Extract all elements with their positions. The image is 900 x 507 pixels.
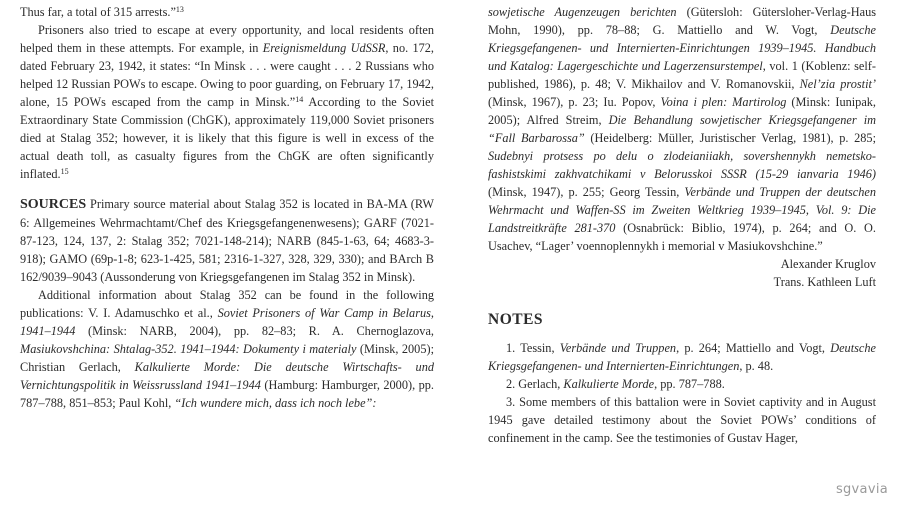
paragraph-arrests bbox=[20, 3, 434, 21]
text: Primary source material about Stalag 352 is located in BA-MA (RW 6: Allgemeines Wehrmachtamt/Chef des Kriegsgefangenenwesens); GARF (7021-87-123, 124, 137, 2: Stalag 352; 7021-148-214); NARB (845-1-63, 64; 4683-3-918); GAMO (69p-1-8; 623-1-425, 581; 2316-1-327, 328, 329, 330); and BArch B 162/9039–9043 (Aussonderung von Kriegsgefangenen im Stalag 352 in Minsk). bbox=[20, 197, 434, 284]
translator-name: Trans. Kathleen Luft bbox=[773, 275, 876, 289]
footnote-ref: 13 bbox=[175, 5, 184, 14]
note-1 bbox=[488, 339, 876, 375]
left-column bbox=[20, 3, 434, 412]
text: (Minsk: NARB, 2004), pp. 82–83; R. A. Chernoglazova, bbox=[75, 324, 434, 338]
sources-heading: SOURCES bbox=[20, 197, 87, 212]
paragraph-escapes bbox=[20, 21, 434, 183]
text-italic: Deutsche Kriegsgefangenen- und Internierten-Einrichtungen bbox=[488, 341, 876, 373]
text: (Minsk, 1967), p. 23; Iu. Popov, bbox=[488, 95, 661, 109]
text: , p. 48. bbox=[739, 359, 774, 373]
note-2 bbox=[488, 375, 876, 393]
footnote-ref: 15 bbox=[60, 167, 69, 176]
text-italic: Ereignismeldung UdSSR bbox=[262, 41, 386, 55]
paragraph-sources bbox=[20, 195, 434, 286]
text: (Minsk, 2005); Christian Gerlach, bbox=[20, 342, 434, 374]
text: 1. Tessin, bbox=[506, 341, 560, 355]
text: According to the Soviet Extraordinary State Commission (ChGK), approximately 119,000 Soviet prisoners died at Stalag 352; however, it is likely that this figure is well in excess of the actual death toll, as casualty figures from the ChGK are often significantly inflated. bbox=[20, 95, 434, 181]
author-name: Alexander Kruglov bbox=[780, 257, 876, 271]
paragraph-additional bbox=[20, 286, 434, 412]
right-column bbox=[488, 3, 876, 447]
text: , vol. 1 (Koblenz: self-published, 1986), p. 48; V. Mikhailov and V. Romanovskii, bbox=[488, 59, 876, 91]
paragraph-bibliography bbox=[488, 3, 876, 255]
text-italic: Deutsche Kriegsgefangenen- und Internierten-Einrichtungen 1939–1945. Handbuch und Katalog: Lagergeschichte und Lagerzensurstempel bbox=[488, 23, 876, 73]
text-italic: Verbände und Truppen der deutschen Wehrmacht und Waffen-SS im Zweiten Weltkrieg 1939–1945, Vol. 9: Die Landstreitkräfte 281-370 bbox=[488, 185, 876, 235]
note-3: 3. Some members of this battalion were in Soviet captivity and in August 1945 gave detailed testimony about the Soviet POWs’ conditions of confinement in the camp. See the testimonies of Gustav Hager, bbox=[488, 395, 876, 445]
text: Thus far, a total of 315 arrests.” bbox=[20, 5, 176, 19]
text: (Minsk, 1947), p. 255; Georg Tessin, bbox=[488, 185, 685, 199]
text-italic: Sudebnyi protsess po delu o zlodeianiiakh, sovershennykh nemetsko-fashistskimi zakhvatchikami v Belorusskoi SSSR (15-29 ianvaria 1946) bbox=[488, 149, 876, 181]
text: (Hamburg: Hamburger, 2000), pp. 787–788, 851–853; Paul Kohl, bbox=[20, 378, 434, 410]
text-italic: Nel’zia prostit’ bbox=[799, 77, 877, 91]
text: Additional information about Stalag 352 can be found in the following publications: V. I. Adamuschko et al., bbox=[20, 288, 434, 320]
text: (Heidelberg: Müller, Juristischer Verlag, 1981), p. 285; bbox=[584, 131, 876, 145]
text-italic: Die Behandlung sowjetischer Kriegsgefangener im “Fall Barbarossa” bbox=[488, 113, 876, 145]
text-italic: sowjetische Augenzeugen berichten bbox=[488, 5, 677, 19]
notes-heading: NOTES bbox=[488, 311, 544, 328]
text: (Gütersloh: Gütersloher-Verlag-Haus Mohn, 1990), pp. 78–88; G. Mattiello and W. Vogt, bbox=[488, 5, 877, 37]
text-italic: Verbände und Truppen bbox=[559, 341, 677, 355]
watermark: sgvavia bbox=[835, 482, 888, 497]
text-italic: Voina i plen: Martirolog bbox=[660, 95, 787, 109]
text-italic: “Ich wundere mich, dass ich noch lebe”: bbox=[174, 396, 377, 410]
footnote-ref: 14 bbox=[295, 95, 304, 104]
text: (Osnabrück: Biblio, 1974), p. 264; and O. O. Usachev, “Lager’ voennoplennykh i memorial v Masiukovshchine.” bbox=[488, 221, 876, 253]
text: 2. Gerlach, bbox=[506, 377, 564, 391]
text-italic: Soviet Prisoners of War Camp in Belarus, 1941–1944 bbox=[20, 306, 434, 338]
text-italic: Kalkulierte Morde: Die deutsche Wirtschafts- und Vernichtungspolitik in Weissrussland 1941–1944 bbox=[20, 360, 434, 392]
text: , pp. 787–788. bbox=[654, 377, 725, 391]
text: Prisoners also tried to escape at every opportunity, and local residents often helped them in these attempts. For example, in bbox=[20, 23, 434, 55]
text: , p. 264; Mattiello and Vogt, bbox=[676, 341, 831, 355]
text: (Minsk: Iunipak, 2005); Alfred Streim, bbox=[488, 95, 877, 127]
text-italic: Masiukovshchina: Shtalag-352. 1941–1944: Dokumenty i materialy bbox=[20, 342, 357, 356]
text-italic: Kalkulierte Morde bbox=[563, 377, 655, 391]
text: , no. 172, dated February 23, 1942, it states: “In Minsk . . . were caught . . . 2 Russians who helped 12 Russian POWs to escape. Owing to poor guarding, on February 17, 1942, alone, 15 POWs escaped from the camp in Minsk.” bbox=[20, 41, 434, 109]
